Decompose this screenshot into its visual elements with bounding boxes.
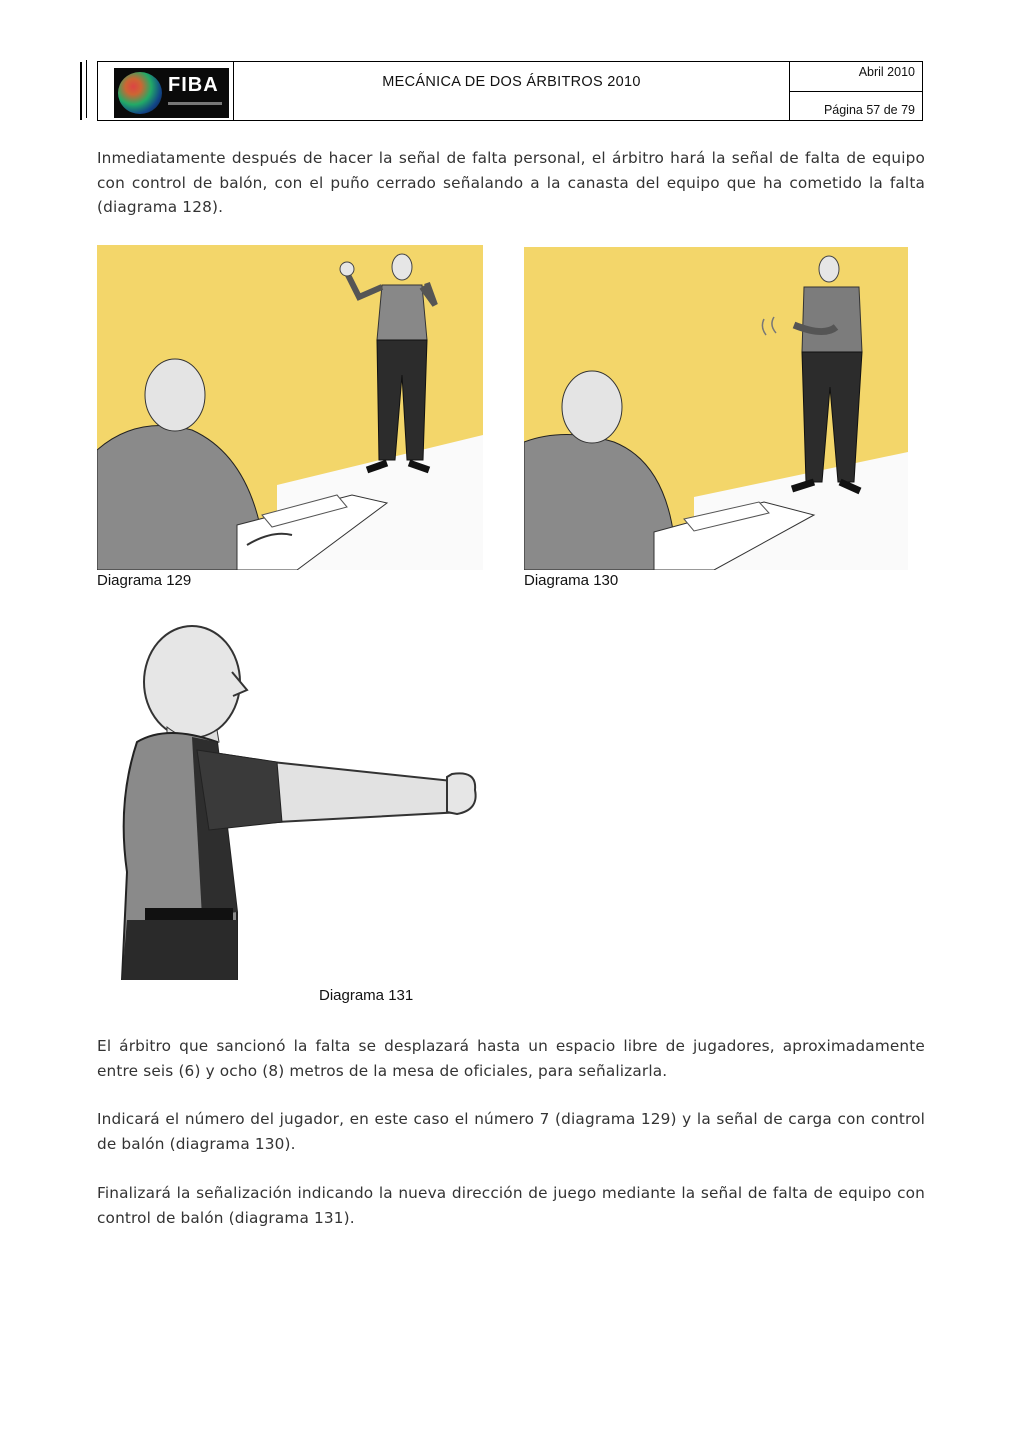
page-header	[97, 61, 923, 121]
document-title: MECÁNICA DE DOS ÁRBITROS 2010	[382, 74, 641, 90]
page-number: Página 57 de 79	[823, 103, 915, 117]
diagram-131-illustration	[97, 612, 527, 980]
diagram-129-illustration	[97, 245, 483, 570]
logo-tagline-bar	[168, 102, 222, 105]
paragraph-finish-signal: Finalizará la señalización indicando la nueva dirección de juego mediante la señal de falta de equipo con control de balón (diagrama 131).	[97, 1184, 925, 1227]
intro-paragraph: Inmediatamente después de hacer la señal de falta personal, el árbitro hará la señal de falta de equipo con control de balón, con el puño cerrado señalando a la canasta del equipo que ha cometido la falta (diagrama 128).	[97, 149, 925, 216]
diagram-131-caption: Diagrama 131	[319, 987, 414, 1004]
basketball-globe-icon	[118, 72, 162, 114]
margin-mark	[80, 62, 82, 120]
diagram-130-caption: Diagrama 130	[524, 572, 619, 589]
fiba-logo-text: FIBA	[168, 74, 219, 96]
header-meta-cell	[789, 62, 923, 120]
fiba-logo	[114, 68, 229, 118]
margin-mark	[86, 60, 87, 118]
diagram-129-caption: Diagrama 129	[97, 572, 192, 589]
header-logo-cell	[98, 62, 234, 120]
paragraph-indicate-number: Indicará el número del jugador, en este caso el número 7 (diagrama 129) y la señal de carga con control de balón (diagrama 130).	[97, 1110, 925, 1153]
document-date: Abril 2010	[858, 65, 915, 79]
header-title-cell	[234, 62, 789, 120]
diagram-130-illustration	[524, 247, 908, 570]
paragraph-referee-moves: El árbitro que sancionó la falta se desplazará hasta un espacio libre de jugadores, aproximadamente entre seis (6) y ocho (8) metros de la mesa de oficiales, para señalizarla.	[97, 1037, 925, 1080]
header-divider	[790, 91, 923, 92]
